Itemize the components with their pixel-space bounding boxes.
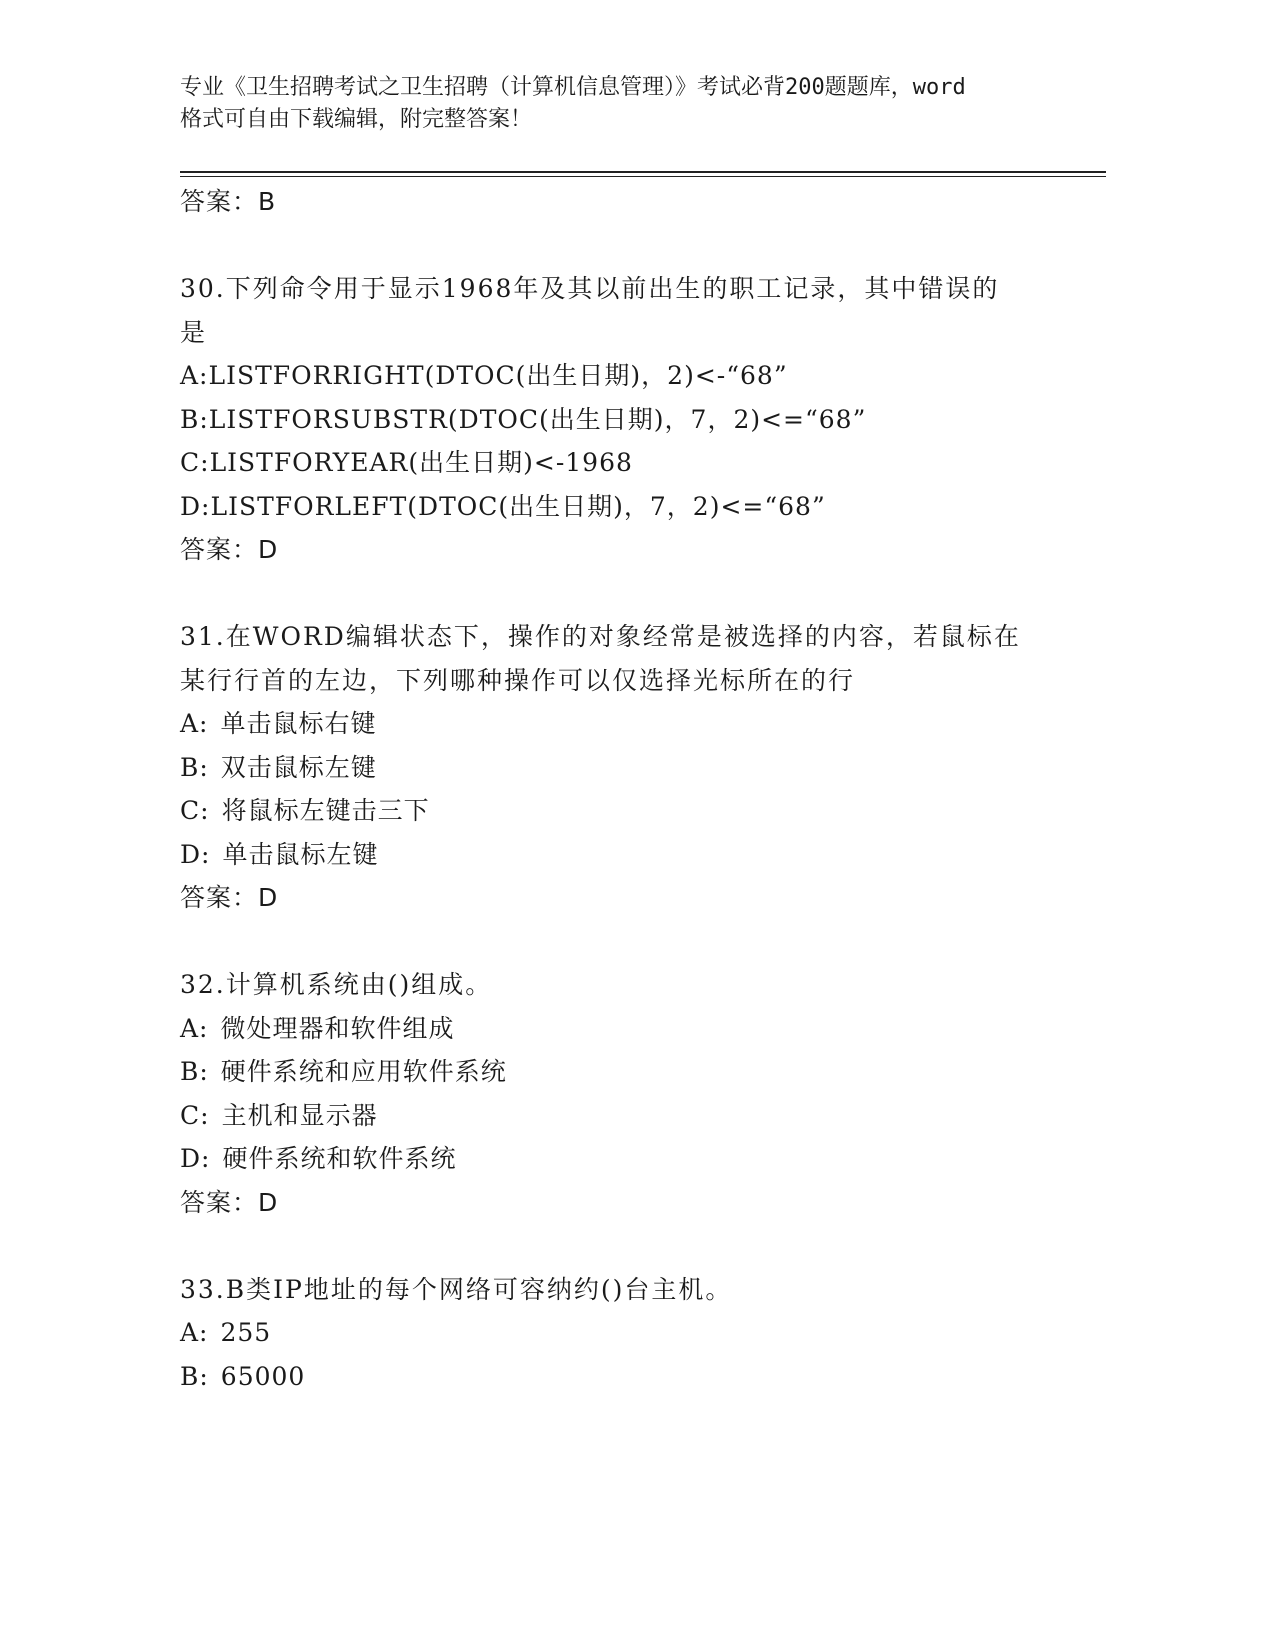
option-key: D: <box>180 839 211 869</box>
header-divider-thick <box>180 171 1106 173</box>
option-key: A: <box>180 709 209 738</box>
question-answer: 答案：D <box>180 535 279 564</box>
option-text: 主机和显示器 <box>221 1100 378 1130</box>
option-text: 65000 <box>220 1361 306 1391</box>
question-stem-line: 33.B类IP地址的每个网络可容纳约()台主机。 <box>180 1274 733 1304</box>
option-key: B: <box>180 404 209 434</box>
option-b <box>180 1050 1080 1094</box>
option-text: 单击鼠标右键 <box>220 709 377 738</box>
option-d <box>180 1137 1080 1181</box>
spacer <box>180 224 1080 267</box>
option-text: 硬件系统和软件系统 <box>222 1144 457 1173</box>
option-text: 微处理器和软件组成 <box>220 1013 455 1043</box>
option-text: 硬件系统和应用软件系统 <box>220 1057 507 1086</box>
option-c <box>180 441 1080 485</box>
option-text: LISTFORRIGHT(DTOC(出生日期)，2)<-“68” <box>208 361 788 390</box>
question-stem <box>180 267 1080 354</box>
option-d <box>180 833 1080 877</box>
spacer <box>180 572 1080 615</box>
question-stem-line: 32.计算机系统由()组成。 <box>180 970 493 999</box>
previous-answer: 答案：B <box>180 187 277 216</box>
question-31 <box>180 615 1080 920</box>
option-a <box>180 1311 1080 1355</box>
option-a <box>180 354 1080 398</box>
option-text: 255 <box>220 1318 272 1347</box>
option-a <box>180 702 1080 746</box>
option-b <box>180 1355 1080 1399</box>
option-text: 单击鼠标左键 <box>222 839 379 869</box>
option-b <box>180 746 1080 790</box>
question-list <box>180 180 1080 1398</box>
question-stem-line: 某行行首的左边，下列哪种操作可以仅选择光标所在的行 <box>180 665 856 695</box>
spacer <box>180 920 1080 963</box>
option-text: LISTFORSUBSTR(DTOC(出生日期)，7，2)<=“68” <box>208 404 867 434</box>
option-key: A: <box>180 1013 209 1043</box>
header-line-1: 专业《卫生招聘考试之卫生招聘（计算机信息管理）》考试必背200题题库，word <box>180 75 966 100</box>
question-30 <box>180 267 1080 572</box>
option-a <box>180 1007 1080 1051</box>
option-key: D: <box>180 491 211 521</box>
question-32 <box>180 963 1080 1225</box>
spacer <box>180 1225 1080 1268</box>
option-d <box>180 485 1080 529</box>
option-c <box>180 789 1080 833</box>
option-key: D: <box>180 1144 211 1173</box>
question-stem <box>180 615 1080 702</box>
option-text: 双击鼠标左键 <box>220 752 377 782</box>
option-key: B: <box>180 752 209 782</box>
option-key: C: <box>180 1100 210 1130</box>
question-stem-line: 是 <box>180 317 208 347</box>
option-key: A: <box>180 1318 209 1347</box>
question-33 <box>180 1268 1080 1399</box>
header-divider-thin <box>180 176 1106 177</box>
header-line-2: 格式可自由下载编辑，附完整答案！ <box>180 107 533 132</box>
document-header <box>180 72 1080 136</box>
question-stem-line: 31.在WORD编辑状态下，操作的对象经常是被选择的内容，若鼠标在 <box>180 622 1021 651</box>
question-stem-line: 30.下列命令用于显示1968年及其以前出生的职工记录，其中错误的 <box>180 274 1000 303</box>
option-key: B: <box>180 1057 209 1086</box>
option-c <box>180 1094 1080 1138</box>
question-answer: 答案：D <box>180 1187 279 1217</box>
option-key: C: <box>180 796 210 825</box>
question-stem <box>180 963 1080 1007</box>
option-key: B: <box>180 1361 209 1391</box>
option-text: LISTFORLEFT(DTOC(出生日期)，7，2)<=“68” <box>210 491 826 521</box>
option-text: 将鼠标左键击三下 <box>221 796 430 825</box>
question-answer: 答案：D <box>180 883 279 912</box>
option-key: A: <box>180 361 209 390</box>
option-b <box>180 398 1080 442</box>
option-text: LISTFORYEAR(出生日期)<-1968 <box>209 448 633 477</box>
question-stem <box>180 1268 1080 1312</box>
option-key: C: <box>180 448 210 477</box>
